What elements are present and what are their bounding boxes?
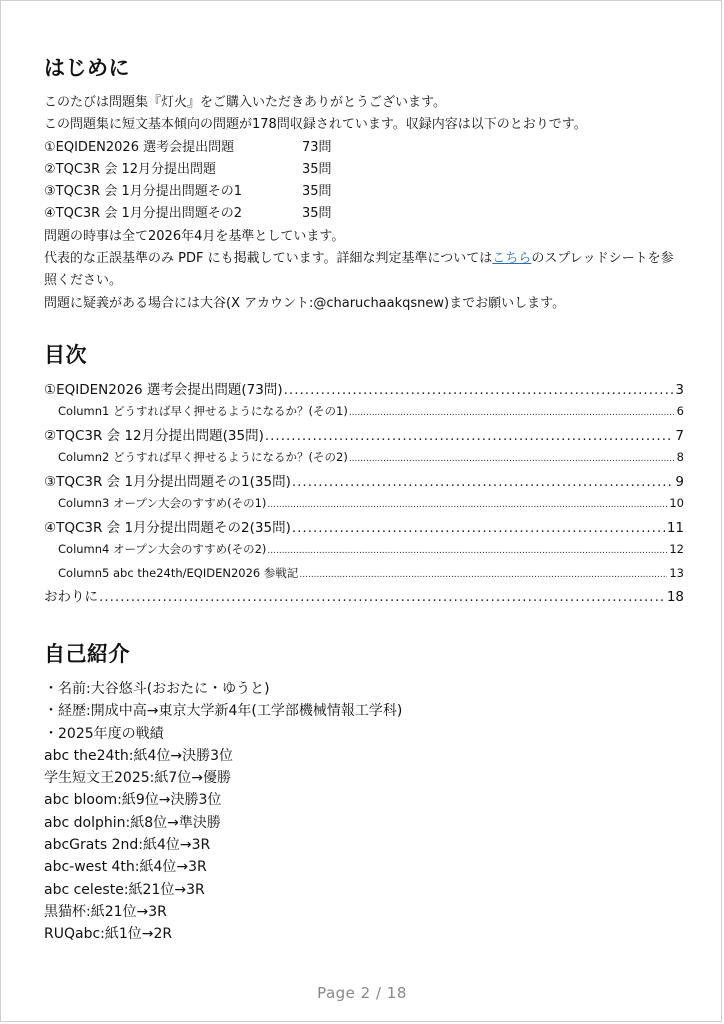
toc-leader <box>265 425 674 448</box>
toc-entry-page: 18 <box>666 589 684 606</box>
record-line: abc-west 4th:紙4位→3R <box>44 859 207 876</box>
contents-item-name: ①EQIDEN2026 選考会提出問題 <box>44 139 235 155</box>
contents-item <box>44 159 684 181</box>
profile-line: ・2025年度の戦績 <box>44 725 164 742</box>
record-line: abc bloom:紙9位→決勝3位 <box>44 792 222 809</box>
contents-list <box>44 137 684 226</box>
toc-leader <box>267 495 667 517</box>
intro-line-thanks: このたびは問題集『灯火』をご購入いただきありがとうございます。 <box>44 95 446 110</box>
toc-entry-page: 3 <box>675 381 684 398</box>
criteria-text-before: 代表的な正誤基準のみ PDF にも掲載しています。詳細な判定基準については <box>44 251 493 267</box>
toc-leader <box>299 565 667 587</box>
toc-entry-label: おわりに <box>44 589 98 606</box>
intro-line-contact: 問題に疑義がある場合には大谷(X アカウント:@charuchaakqsnew)までお願いします。 <box>44 295 566 311</box>
contents-item-count: 35問 <box>302 184 332 200</box>
record-line: RUQabc:紙1位→2R <box>44 926 173 943</box>
intro-line-summary: この問題集に短文基本傾向の問題が178問収録されています。収録内容は以下のとおりです。 <box>44 117 587 133</box>
profile-heading: 自己紹介 <box>44 641 130 666</box>
contents-item-count: 35問 <box>302 161 332 177</box>
intro-line-criteria <box>44 248 684 293</box>
record-line: 学生短文王2025:紙7位→優勝 <box>44 770 231 787</box>
intro-line-date-basis: 問題の時事は全て2026年4月を基準としています。 <box>44 228 345 244</box>
record-line: 黒猫杯:紙21位→3R <box>44 903 167 920</box>
toc-entry-label: ②TQC3R 会 12月分提出問題(35問) <box>44 427 264 444</box>
toc-leader <box>349 403 675 425</box>
record-line: abc dolphin:紙8位→準決勝 <box>44 814 221 831</box>
toc-entry-page: 11 <box>666 519 684 536</box>
record-line: abc the24th:紙4位→決勝3位 <box>44 747 234 764</box>
toc-entry-label: Column1 どうすれば早く押せるようになるか？(その1) <box>58 404 348 419</box>
contents-item <box>44 137 684 159</box>
toc-entry-page: 6 <box>676 404 684 419</box>
intro-heading: はじめに <box>44 56 130 80</box>
toc-section <box>44 340 684 609</box>
toc-entry-label: Column2 どうすれば早く押せるようになるか？(その2) <box>58 450 348 465</box>
toc-entry-page: 9 <box>675 473 684 490</box>
toc-entry[interactable] <box>44 586 684 609</box>
record-line: abcGrats 2nd:紙4位→3R <box>44 837 211 854</box>
toc-entry-page: 10 <box>669 496 684 511</box>
toc-leader <box>284 379 674 402</box>
toc-entry-page: 8 <box>676 450 684 465</box>
toc-heading: 目次 <box>44 342 87 367</box>
toc-entry-column[interactable] <box>44 563 684 587</box>
page-indicator: Page 2 / 18 <box>317 984 407 1002</box>
toc-entry-label: ④TQC3R 会 1月分提出問題その2(35問) <box>44 519 291 536</box>
toc-entry[interactable] <box>44 425 684 448</box>
toc-entry-column[interactable] <box>44 539 684 563</box>
toc-entry-label: Column5 abc the24th/EQIDEN2026 参戦記 <box>58 565 299 580</box>
toc-entry-label: Column4 オープン大会のすすめ(その2) <box>58 542 267 557</box>
toc-entry-column[interactable] <box>44 447 684 471</box>
toc-entry-label: ①EQIDEN2026 選考会提出問題(73問) <box>44 381 283 398</box>
contents-item-name: ③TQC3R 会 1月分提出問題その1 <box>44 184 243 200</box>
intro-section <box>44 53 684 315</box>
toc-entry-label: Column3 オープン大会のすすめ(その1) <box>58 496 267 511</box>
toc-leader <box>292 471 674 494</box>
toc-entry-page: 7 <box>675 427 684 444</box>
toc-entry-label: ③TQC3R 会 1月分提出問題その1(35問) <box>44 473 291 490</box>
toc-leader <box>292 517 665 540</box>
contents-item-name: ④TQC3R 会 1月分提出問題その2 <box>44 206 243 222</box>
toc-entry-page: 12 <box>669 542 684 557</box>
toc-leader <box>267 541 667 563</box>
toc-entry[interactable] <box>44 471 684 494</box>
contents-item <box>44 181 684 203</box>
page-content <box>44 53 684 946</box>
profile-line: ・名前:大谷悠斗(おおたに・ゆうと) <box>44 680 270 697</box>
toc-entry-column[interactable] <box>44 493 684 517</box>
contents-item-count: 35問 <box>302 206 332 222</box>
contents-item <box>44 203 684 225</box>
spreadsheet-link[interactable]: こちら <box>492 251 532 267</box>
toc-leader <box>99 586 665 609</box>
contents-item-name: ②TQC3R 会 12月分提出問題 <box>44 161 217 177</box>
toc-leader <box>349 449 675 471</box>
toc-entry[interactable] <box>44 379 684 402</box>
toc-entry-column[interactable] <box>44 401 684 425</box>
criteria-text-after: のスプレッドシートを参照ください。 <box>44 251 674 289</box>
toc-entry-page: 13 <box>669 565 684 580</box>
toc-entry[interactable] <box>44 517 684 540</box>
profile-line: ・経歴:開成中高→東京大学新4年(工学部機械情報工学科) <box>44 703 403 720</box>
contents-item-count: 73問 <box>302 139 332 155</box>
record-line: abc celeste:紙21位→3R <box>44 881 205 898</box>
profile-section <box>44 639 684 946</box>
